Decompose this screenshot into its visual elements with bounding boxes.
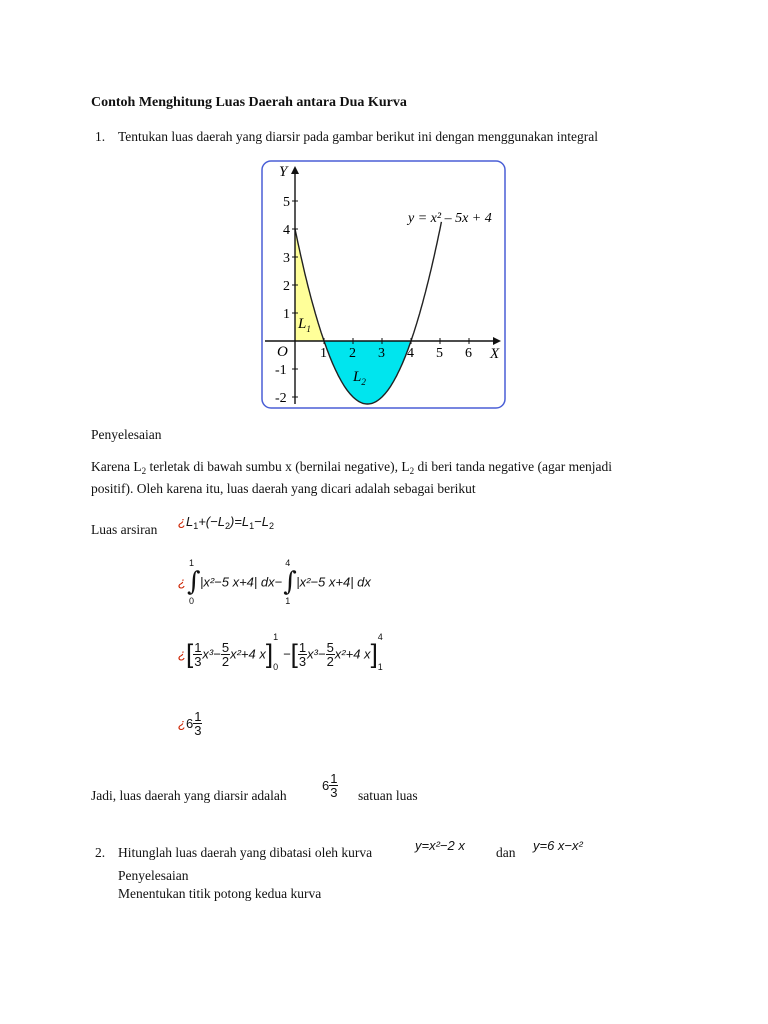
integral-1: ∫ 1 0	[186, 558, 201, 606]
y-tick-label: -1	[275, 363, 287, 378]
x-axis-label: X	[490, 346, 500, 362]
x-tick-label: 2	[349, 346, 356, 361]
x-tick-label: 6	[465, 346, 472, 361]
question-2-text: Hitunglah luas daerah yang dibatasi oleh kurva	[118, 845, 373, 860]
formula-step-4: ¿6 $\frac{1}{3}$	[178, 709, 202, 738]
equation-label: y = x² – 5x + 4	[408, 211, 492, 226]
x-tick-label: 5	[436, 346, 443, 361]
question-1-number: 1.	[95, 129, 106, 144]
question-2-sub-text: Menentukan titik potong kedua kurva	[118, 886, 322, 901]
origin-label: O	[277, 344, 288, 360]
question-2-number: 2.	[95, 845, 106, 860]
graph-figure	[261, 160, 507, 410]
curve-2-equation: y=6 x−x²	[533, 838, 583, 853]
page-title: Contoh Menghitung Luas Daerah antara Dua Kurva	[91, 95, 407, 110]
y-tick-label: 3	[283, 251, 290, 266]
region-l1-label: $L_1$	[298, 316, 311, 334]
curve-1-equation: y=x²−2 x	[415, 838, 465, 853]
solution-heading: Penyelesaian	[91, 427, 162, 442]
conclusion-value: 6 $\frac{1}{3}$	[322, 771, 338, 800]
formula-step-2: ¿ ∫ 1 0 |x²−5 x+4| dx− ∫ 4 1 |x²−5 x+4| dx	[178, 558, 371, 606]
conclusion-text: Jadi, luas daerah yang diarsir adalah	[91, 788, 287, 803]
solution-paragraph-1: Karena $L_2$ terletak di bawah sumbu x (bernilai negative), $L_2$ di beri tanda negative (agar menjadi	[91, 459, 613, 476]
solution-paragraph-2: positif). Oleh karena itu, luas daerah yang dicari adalah sebagai berikut	[91, 481, 476, 496]
x-tick-label: 4	[407, 346, 414, 361]
y-axis-label: Y	[279, 164, 288, 180]
y-tick-label: 1	[283, 307, 290, 322]
and-text: dan	[496, 845, 516, 860]
y-tick-label: 2	[283, 279, 290, 294]
y-tick-label: -2	[275, 391, 287, 406]
formula-step-3: ¿[ $\frac{1}{3}$ x³− $\frac{5}{2}$ x²+4 x] 1 0 −[ $\frac{1}{3}$ x³− $\frac{5}{2}$ x²+4 x] 4 1	[178, 632, 383, 672]
x-tick-label: 1	[320, 346, 327, 361]
y-tick-label: 5	[283, 195, 290, 210]
conclusion-unit: satuan luas	[358, 788, 418, 803]
region-l2-label: $L_2$	[353, 369, 366, 387]
formula-step-1: ¿$L_1+(-L_2)=L_1-L_2$	[178, 514, 274, 531]
y-tick-label: 4	[283, 223, 290, 238]
x-tick-label: 3	[378, 346, 385, 361]
question-2-sub-heading: Penyelesaian	[118, 868, 189, 883]
luas-arsiran-label: Luas arsiran	[91, 522, 158, 537]
integral-2: ∫ 4 1	[283, 558, 297, 606]
question-1-text: Tentukan luas daerah yang diarsir pada gambar berikut ini dengan menggunakan integral	[118, 129, 599, 144]
